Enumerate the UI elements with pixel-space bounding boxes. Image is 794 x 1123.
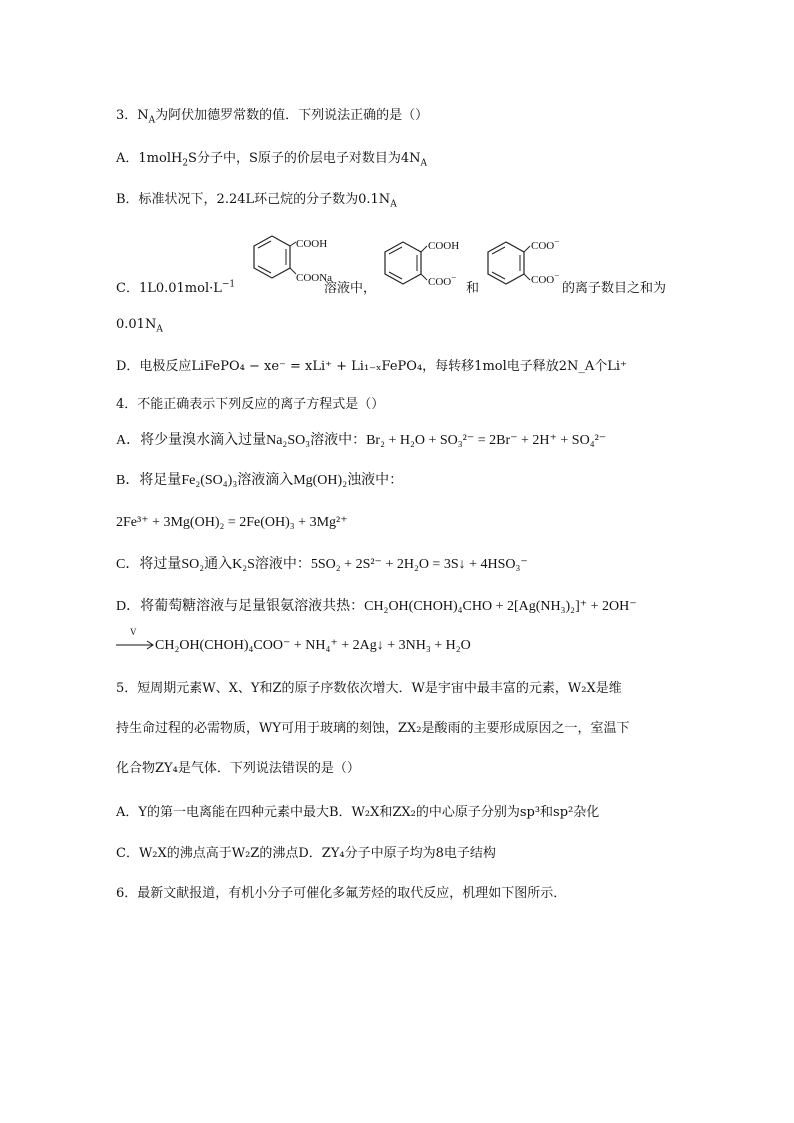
q5-stem-line2: 持生命过程的必需物质，WY可用于玻璃的刻蚀，ZX₂是酸雨的主要形成原因之一，室温下 xyxy=(116,721,630,736)
q3-option-c-line2: $0.01N_A$ xyxy=(116,317,163,335)
q3-option-c-and: 和 xyxy=(466,281,480,296)
q4-stem: 4．不能正确表示下列反应的离子方程式是（） xyxy=(116,397,385,412)
molecule-hydrogen-phthalate xyxy=(375,234,465,296)
q5-options-ab: A．Y的第一电离能在四种元素中最大B．W₂X和ZX₂的中心原子分别为sp³和sp²杂化 xyxy=(116,805,600,820)
mol3-top-label: COO− xyxy=(531,236,560,252)
molecule-phthalate-sodium xyxy=(236,234,333,296)
mol2-bottom-label: COO− xyxy=(428,272,457,288)
q3-option-d: D．电极反应LiFePO₄ − xe⁻ = xLi⁺ + Li₁₋ₓFePO₄，每转移1mol电子释放2N_A个Li⁺ xyxy=(116,359,627,374)
q5-stem-line3: 化合物ZY₄是气体．下列说法错误的是（） xyxy=(116,761,360,776)
q4-option-b-line2: 2Fe³⁺ + 3Mg(OH)₂ = 2Fe(OH)₃ + 3Mg²⁺ xyxy=(116,515,348,530)
q4-option-b-line1: B．将足量Fe₂(SO₄)₃溶液滴入Mg(OH)₂浊液中： xyxy=(116,473,404,488)
q3-option-c-prefix: C．$1L0.01mol\cdot L^{-1}$ xyxy=(116,279,236,296)
q5-stem-line1: 5．短周期元素W、X、Y和Z的原子序数依次增大．W是宇宙中最丰富的元素，W₂X是维 xyxy=(116,681,622,696)
q4-option-d-line1: D．将葡萄糖溶液与足量银氨溶液共热：CH₂OH(CHOH)₄CHO + 2[Ag(NH₃)₂]⁺ + 2OH⁻ xyxy=(116,599,637,614)
arrow-condition-label: V xyxy=(130,627,137,637)
mol3-bottom-label: COO− xyxy=(531,270,560,286)
molecule-phthalate-dianion xyxy=(478,234,568,296)
q6-stem: 6．最新文献报道，有机小分子可催化多氟芳烃的取代反应，机理如下图所示． xyxy=(116,886,567,901)
q4-option-a: A．将少量溴水滴入过量Na₂SO₃溶液中：Br₂ + H₂O + SO₃²⁻ = 2Br⁻ + 2H⁺ + SO₄²⁻ xyxy=(116,433,607,448)
q4-option-c: C．将过量SO₂通入K₂S溶液中：5SO₂ + 2S²⁻ + 2H₂O = 3S↓ + 4HSO₃⁻ xyxy=(116,557,528,572)
reaction-arrow xyxy=(116,627,156,657)
q5-options-cd: C．W₂X的沸点高于W₂Z的沸点D．ZY₄分子中原子均为8电子结构 xyxy=(116,846,496,861)
q3-stem: 3．$N_A$为阿伏加德罗常数的值．下列说法正确的是（） xyxy=(116,108,429,126)
q4-option-d-line2: CH₂OH(CHOH)₄COO⁻ + NH₄⁺ + 2Ag↓ + 3NH₃ + H₂O xyxy=(155,638,471,653)
mol1-top-label: COOH xyxy=(296,238,328,250)
q3-option-a: A．1molH$_2$S分子中，S原子的价层电子对数目为$4N_A$ xyxy=(116,151,428,169)
q3-option-c-mid: 溶液中， xyxy=(324,281,377,296)
q3-option-b: B．标准状况下，2.24L环己烷的分子数为$0.1N_A$ xyxy=(116,192,397,210)
q3-option-c-tail: 的离子数目之和为 xyxy=(562,281,667,296)
mol1-bottom-label: COONa xyxy=(296,272,333,284)
mol2-top-label: COOH xyxy=(428,240,460,252)
